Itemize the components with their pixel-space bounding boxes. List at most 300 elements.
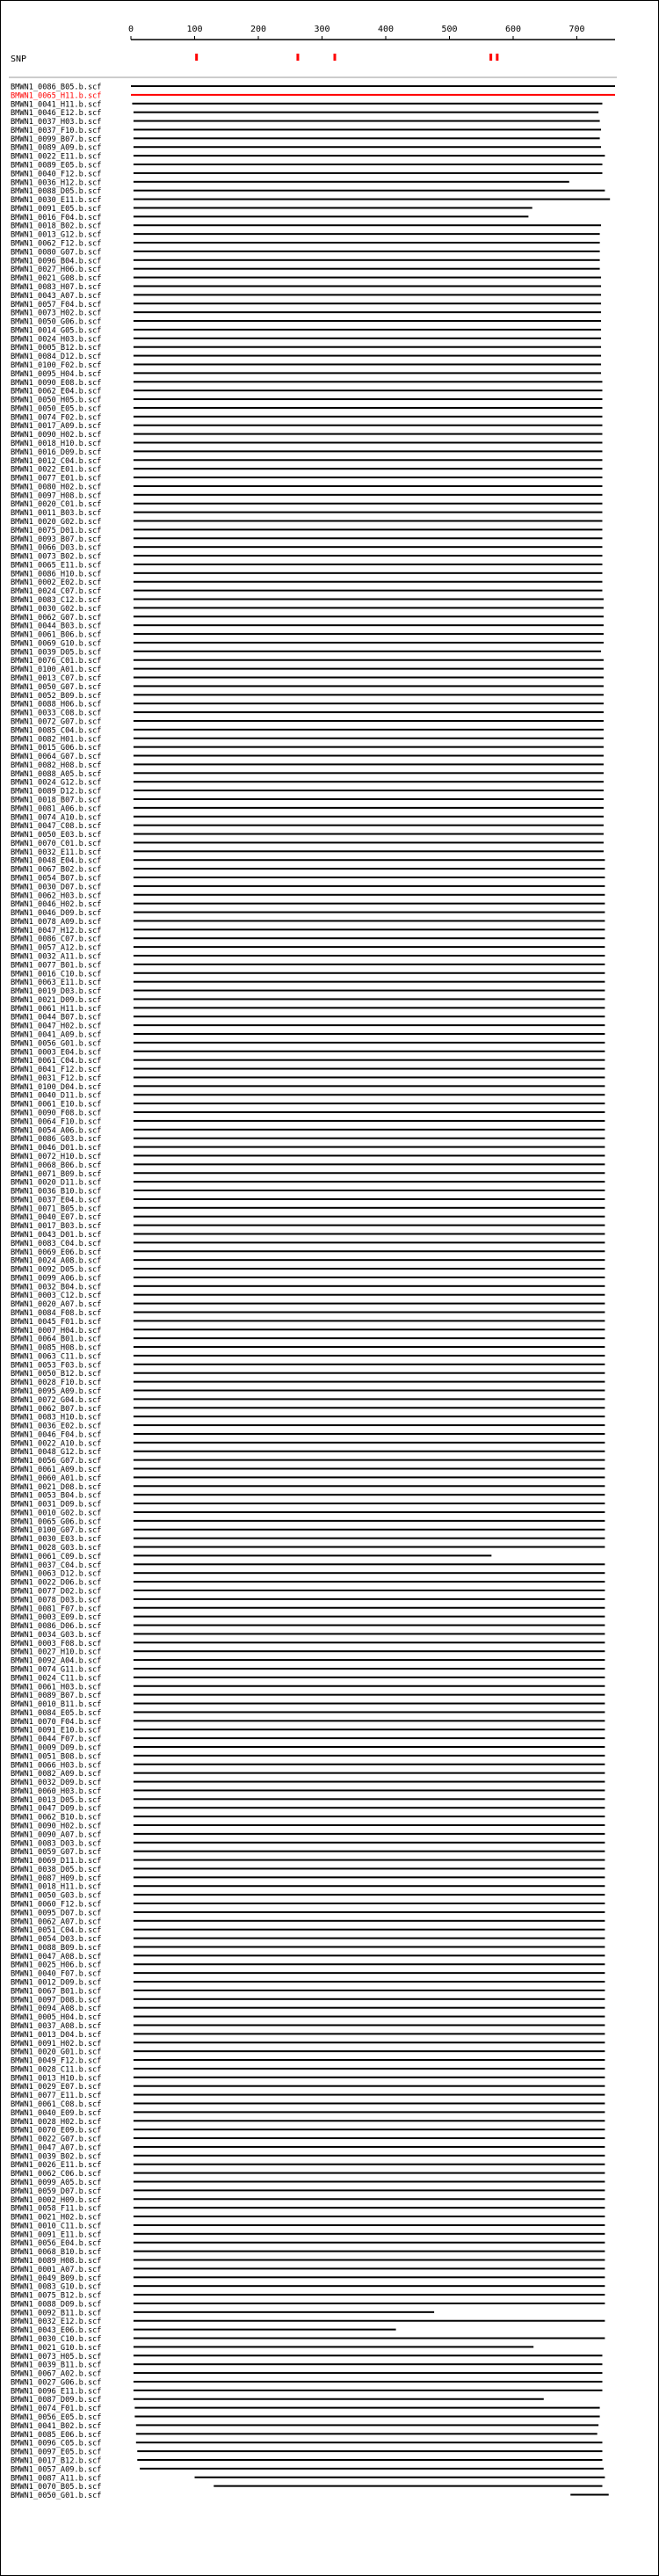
read-label: BMWN1_0067_B02.b.scf: [11, 865, 102, 875]
read-bar: [134, 2024, 605, 2026]
read-label: BMWN1_0080_H02.b.scf: [11, 483, 102, 492]
read-bar: [136, 2433, 597, 2434]
read-bar: [134, 233, 600, 235]
read-label: BMWN1_0039_B11.b.scf: [11, 2361, 102, 2370]
read-label: BMWN1_0075_D01.b.scf: [11, 526, 102, 535]
read-label: BMWN1_0050_G07.b.scf: [11, 682, 102, 692]
read-label: BMWN1_0024_G12.b.scf: [11, 778, 102, 788]
read-label: BMWN1_0030_D07.b.scf: [11, 883, 102, 892]
read-bar: [134, 2155, 605, 2157]
read-bar: [134, 2276, 605, 2278]
read-label: BMWN1_0044_F07.b.scf: [11, 1735, 102, 1744]
read-label: BMWN1_0039_D05.b.scf: [11, 648, 102, 658]
read-bar: [134, 798, 604, 800]
read-label: BMWN1_0061_C08.b.scf: [11, 2099, 102, 2109]
read-bar: [134, 1433, 605, 1435]
read-bar: [134, 1737, 605, 1739]
read-bar: [134, 1633, 605, 1634]
read-bar: [134, 1511, 605, 1513]
read-label: BMWN1_0022_G07.b.scf: [11, 2135, 102, 2144]
read-bar: [134, 215, 529, 217]
read-bar: [134, 1876, 605, 1878]
read-bar: [134, 1398, 605, 1400]
read-label: BMWN1_0092_A04.b.scf: [11, 1656, 102, 1666]
read-bar: [134, 2180, 605, 2182]
read-label: BMWN1_0060_H03.b.scf: [11, 1786, 102, 1796]
read-label: BMWN1_0016_D09.b.scf: [11, 448, 102, 457]
read-bar: [134, 651, 601, 652]
read-bar: [134, 1711, 605, 1713]
axis-tick-label: 400: [377, 25, 395, 34]
read-label: BMWN1_0072_G04.b.scf: [11, 1395, 102, 1405]
read-label: BMWN1_0085_E06.b.scf: [11, 2430, 102, 2440]
read-label: BMWN1_0060_A01.b.scf: [11, 1474, 102, 1483]
read-label: BMWN1_0026_E11.b.scf: [11, 2161, 102, 2171]
read-bar: [134, 2338, 605, 2340]
read-label: BMWN1_0015_G06.b.scf: [11, 744, 102, 753]
read-label: BMWN1_0060_F12.b.scf: [11, 1900, 102, 1910]
read-label: BMWN1_0066_H03.b.scf: [11, 1761, 102, 1771]
read-label: BMWN1_0083_C04.b.scf: [11, 1239, 102, 1248]
read-bar: [134, 1789, 605, 1791]
read-label: BMWN1_0036_B10.b.scf: [11, 1187, 102, 1197]
read-label: BMWN1_0020_D11.b.scf: [11, 1178, 102, 1188]
read-label: BMWN1_0021_H02.b.scf: [11, 2213, 102, 2223]
read-label: BMWN1_0050_H05.b.scf: [11, 396, 102, 405]
read-label: BMWN1_0064_G07.b.scf: [11, 753, 102, 762]
read-bar: [134, 2094, 605, 2096]
read-label: BMWN1_0010_C11.b.scf: [11, 2222, 102, 2231]
read-label: BMWN1_0032_E12.b.scf: [11, 2318, 102, 2327]
read-bar: [134, 964, 605, 965]
read-label: BMWN1_0041_B02.b.scf: [11, 2421, 102, 2431]
read-bar: [134, 1641, 605, 1643]
read-bar: [134, 1981, 605, 1983]
read-label: BMWN1_0087_A11.b.scf: [11, 2474, 102, 2484]
read-bar: [134, 781, 604, 782]
read-bar: [134, 694, 604, 695]
axis-tick-label: 200: [250, 25, 267, 34]
read-label: BMWN1_0047_D09.b.scf: [11, 1804, 102, 1814]
read-bar: [134, 2216, 605, 2217]
read-bar: [140, 2468, 604, 2470]
read-bar: [134, 1520, 605, 1522]
read-label: BMWN1_0050_G01.b.scf: [11, 2492, 102, 2501]
read-label: BMWN1_0096_C05.b.scf: [11, 2439, 102, 2449]
read-label: BMWN1_0005_H04.b.scf: [11, 2013, 102, 2023]
read-bar: [134, 1207, 605, 1209]
read-label: BMWN1_0099_A05.b.scf: [11, 2178, 102, 2187]
read-bar: [134, 1146, 605, 1148]
read-label: BMWN1_0067_A02.b.scf: [11, 2369, 102, 2379]
read-label: BMWN1_0038_D05.b.scf: [11, 1865, 102, 1874]
read-bar: [134, 1285, 605, 1287]
read-label: BMWN1_0083_G10.b.scf: [11, 2282, 102, 2292]
read-label: BMWN1_0091_E11.b.scf: [11, 2230, 102, 2240]
read-label: BMWN1_0018_B02.b.scf: [11, 222, 102, 231]
read-label: BMWN1_0044_B03.b.scf: [11, 622, 102, 631]
read-bar: [134, 1076, 605, 1078]
read-bar: [134, 2059, 605, 2061]
read-label: BMWN1_0047_H12.b.scf: [11, 926, 102, 935]
read-label: BMWN1_0086_C07.b.scf: [11, 935, 102, 944]
read-label: BMWN1_0065_H11.b.scf: [11, 91, 102, 101]
read-label: BMWN1_0046_E12.b.scf: [11, 109, 102, 119]
read-bar: [134, 2198, 605, 2200]
read-label: BMWN1_0028_G03.b.scf: [11, 1544, 102, 1554]
read-label: BMWN1_0029_E07.b.scf: [11, 2083, 102, 2092]
read-bar: [134, 1459, 605, 1461]
read-label: BMWN1_0046_D09.b.scf: [11, 909, 102, 919]
read-label: BMWN1_0091_E05.b.scf: [11, 204, 102, 214]
read-label: BMWN1_0009_D09.b.scf: [11, 1743, 102, 1753]
read-label: BMWN1_0084_F08.b.scf: [11, 1308, 102, 1318]
read-bar: [134, 2137, 605, 2139]
read-label: BMWN1_0056_E04.b.scf: [11, 2239, 102, 2249]
read-bar: [134, 1364, 605, 1365]
read-bar: [134, 1772, 605, 1774]
read-label: BMWN1_0032_B04.b.scf: [11, 1283, 102, 1292]
read-bar: [134, 1129, 605, 1131]
read-label: BMWN1_0010_G02.b.scf: [11, 1509, 102, 1518]
read-label: BMWN1_0061_E10.b.scf: [11, 1100, 102, 1110]
read-label: BMWN1_0051_C04.b.scf: [11, 1926, 102, 1936]
read-bar: [134, 1068, 605, 1070]
read-label: BMWN1_0063_E11.b.scf: [11, 979, 102, 988]
read-label: BMWN1_0022_D06.b.scf: [11, 1578, 102, 1588]
read-label: BMWN1_0024_A08.b.scf: [11, 1256, 102, 1266]
read-label: BMWN1_0054_A06.b.scf: [11, 1126, 102, 1136]
read-label: BMWN1_0097_D08.b.scf: [11, 1996, 102, 2005]
read-label: BMWN1_0064_B01.b.scf: [11, 1335, 102, 1344]
read-bar: [134, 1311, 605, 1313]
read-label: BMWN1_0003_E04.b.scf: [11, 1048, 102, 1058]
read-bar: [134, 494, 603, 496]
read-bar: [134, 155, 605, 156]
read-label: BMWN1_0054_D03.b.scf: [11, 1935, 102, 1945]
read-label: BMWN1_0051_B08.b.scf: [11, 1752, 102, 1762]
read-bar: [134, 1824, 605, 1826]
read-bar: [134, 1816, 605, 1817]
read-label: BMWN1_0012_C04.b.scf: [11, 456, 102, 466]
read-bar: [134, 137, 600, 139]
read-label: BMWN1_0063_D12.b.scf: [11, 1569, 102, 1579]
read-label: BMWN1_0047_H02.b.scf: [11, 1022, 102, 1031]
read-label: BMWN1_0085_C04.b.scf: [11, 726, 102, 736]
read-bar: [134, 1303, 605, 1305]
read-bar: [134, 528, 603, 530]
read-bar: [134, 172, 603, 174]
read-label: BMWN1_0041_A09.b.scf: [11, 1030, 102, 1040]
read-bar: [134, 2016, 605, 2018]
read-label: BMWN1_0020_C01.b.scf: [11, 500, 102, 510]
read-bar: [134, 1998, 605, 2000]
read-bar: [134, 659, 604, 661]
read-label: BMWN1_0063_C11.b.scf: [11, 1352, 102, 1362]
read-bar: [134, 1241, 605, 1243]
read-bar: [134, 990, 605, 992]
read-label: BMWN1_0088_D09.b.scf: [11, 2300, 102, 2310]
read-bar: [134, 1859, 605, 1861]
read-label: BMWN1_0037_E04.b.scf: [11, 1196, 102, 1205]
read-label: BMWN1_0049_F12.b.scf: [11, 2056, 102, 2066]
read-label: BMWN1_0041_H11.b.scf: [11, 100, 102, 110]
read-label: BMWN1_0091_H02.b.scf: [11, 2039, 102, 2048]
read-bar: [134, 1677, 605, 1678]
read-bar: [137, 2450, 602, 2452]
read-label: BMWN1_0020_G01.b.scf: [11, 2048, 102, 2057]
snp-marker: [489, 54, 492, 61]
read-bar: [134, 277, 601, 279]
read-bar: [134, 2251, 605, 2252]
read-label: BMWN1_0031_F12.b.scf: [11, 1073, 102, 1083]
read-label: BMWN1_0082_H01.b.scf: [11, 735, 102, 745]
read-bar: [214, 2485, 602, 2487]
read-bar: [134, 1024, 605, 1026]
read-bar: [134, 112, 598, 113]
read-bar: [134, 1625, 605, 1626]
read-bar: [134, 2085, 605, 2087]
read-bar: [134, 503, 603, 505]
read-label: BMWN1_0077_E01.b.scf: [11, 474, 102, 484]
read-bar: [134, 2346, 533, 2347]
read-bar: [134, 1842, 605, 1844]
read-bar: [134, 1259, 605, 1261]
axis-tick-label: 100: [186, 25, 203, 34]
read-bar: [134, 1138, 605, 1139]
read-label: BMWN1_0093_B07.b.scf: [11, 535, 102, 544]
read-bar: [134, 2398, 544, 2400]
read-bar: [134, 2164, 605, 2165]
read-label: BMWN1_0090_A07.b.scf: [11, 1830, 102, 1840]
read-bar: [134, 572, 603, 574]
read-label: BMWN1_0021_D09.b.scf: [11, 995, 102, 1005]
read-bar: [134, 763, 604, 765]
read-label: BMWN1_0017_A09.b.scf: [11, 422, 102, 432]
read-bar: [134, 2285, 605, 2287]
read-bar: [134, 1476, 605, 1478]
read-label: BMWN1_0037_H03.b.scf: [11, 118, 102, 127]
read-bar: [134, 1807, 605, 1808]
read-bar: [134, 311, 601, 313]
read-bar: [134, 2294, 605, 2296]
read-label: BMWN1_0099_B07.b.scf: [11, 135, 102, 144]
read-label: BMWN1_0094_A08.b.scf: [11, 2005, 102, 2014]
read-bar: [134, 2189, 605, 2191]
read-bar: [134, 537, 603, 539]
read-bar: [134, 1607, 605, 1609]
snp-marker: [334, 54, 337, 61]
read-label: BMWN1_0030_E03.b.scf: [11, 1535, 102, 1545]
read-label: BMWN1_0053_F03.b.scf: [11, 1361, 102, 1371]
read-bar: [134, 1703, 605, 1705]
snp-marker: [296, 54, 299, 61]
read-bar: [134, 955, 605, 957]
read-bar: [134, 981, 605, 983]
read-label: BMWN1_0091_E10.b.scf: [11, 1726, 102, 1736]
read-bar: [134, 1007, 605, 1008]
read-bar: [134, 1381, 605, 1383]
read-bar: [134, 564, 603, 565]
read-bar: [134, 128, 601, 130]
read-label: BMWN1_0062_B10.b.scf: [11, 1813, 102, 1823]
read-bar: [134, 642, 604, 644]
read-bar: [134, 199, 610, 200]
read-label: BMWN1_0033_C08.b.scf: [11, 709, 102, 718]
read-label: BMWN1_0097_H08.b.scf: [11, 491, 102, 501]
read-bar: [134, 320, 601, 322]
read-bar: [134, 181, 569, 183]
read-bar: [134, 685, 604, 687]
read-label: BMWN1_0086_G03.b.scf: [11, 1135, 102, 1145]
read-label: BMWN1_0059_G07.b.scf: [11, 1848, 102, 1858]
read-bar: [134, 363, 601, 365]
read-label: BMWN1_0089_E05.b.scf: [11, 161, 102, 171]
read-label: BMWN1_0090_F08.b.scf: [11, 1109, 102, 1118]
read-label: BMWN1_0018_H10.b.scf: [11, 439, 102, 448]
read-bar: [134, 1546, 605, 1548]
read-bar: [134, 1538, 605, 1539]
read-label: BMWN1_0032_E11.b.scf: [11, 848, 102, 857]
read-bar: [134, 1581, 605, 1583]
read-bar: [134, 807, 604, 809]
read-label: BMWN1_0062_H03.b.scf: [11, 891, 102, 901]
read-bar: [134, 329, 601, 331]
read-bar: [134, 1277, 605, 1278]
read-bar: [134, 381, 603, 382]
read-bar: [134, 520, 603, 522]
read-label: BMWN1_0017_B12.b.scf: [11, 2456, 102, 2466]
read-bar: [134, 1755, 605, 1757]
read-bar: [134, 624, 604, 626]
read-label: BMWN1_0027_H06.b.scf: [11, 266, 102, 275]
read-bar: [134, 1781, 605, 1783]
read-label: BMWN1_0088_H06.b.scf: [11, 700, 102, 709]
read-label: BMWN1_0047_A07.b.scf: [11, 2143, 102, 2153]
read-label: BMWN1_0030_E11.b.scf: [11, 196, 102, 206]
read-label: BMWN1_0064_F10.b.scf: [11, 1117, 102, 1127]
read-label: BMWN1_0083_C12.b.scf: [11, 596, 102, 606]
read-bar: [134, 903, 605, 905]
read-label: BMWN1_0046_H02.b.scf: [11, 900, 102, 910]
read-label: BMWN1_0069_D11.b.scf: [11, 1857, 102, 1867]
read-label: BMWN1_0022_E11.b.scf: [11, 152, 102, 162]
read-label: BMWN1_0086_B05.b.scf: [11, 83, 102, 92]
read-bar: [134, 1616, 605, 1618]
axis-tick-label: 700: [568, 25, 585, 34]
read-bar: [134, 885, 605, 887]
read-label: BMWN1_0032_D09.b.scf: [11, 1779, 102, 1788]
axis-tick-label: 600: [504, 25, 522, 34]
read-label: BMWN1_0024_H03.b.scf: [11, 335, 102, 345]
read-label: BMWN1_0027_G06.b.scf: [11, 2378, 102, 2388]
read-bar: [134, 2224, 605, 2226]
read-bar: [134, 1250, 605, 1252]
read-label: BMWN1_0061_A09.b.scf: [11, 1466, 102, 1475]
read-label: BMWN1_0013_G12.b.scf: [11, 230, 102, 240]
read-bar: [134, 2007, 605, 2009]
read-bar: [134, 2172, 605, 2174]
read-label: BMWN1_0007_H04.b.scf: [11, 1326, 102, 1335]
read-bar: [134, 937, 605, 939]
read-label: BMWN1_0088_B09.b.scf: [11, 1943, 102, 1953]
read-label: BMWN1_0037_C04.b.scf: [11, 1561, 102, 1570]
read-label: BMWN1_0034_G03.b.scf: [11, 1630, 102, 1640]
read-bar: [134, 1346, 605, 1348]
read-bar: [134, 1554, 491, 1556]
read-label: BMWN1_0074_F01.b.scf: [11, 2405, 102, 2414]
read-bar: [134, 1225, 605, 1226]
read-label: BMWN1_0043_E06.b.scf: [11, 2326, 102, 2336]
read-bar: [134, 946, 605, 948]
read-label: BMWN1_0003_C12.b.scf: [11, 1292, 102, 1301]
read-label: BMWN1_0083_H10.b.scf: [11, 1413, 102, 1423]
read-label: BMWN1_0089_A09.b.scf: [11, 143, 102, 153]
read-label: BMWN1_0070_C01.b.scf: [11, 839, 102, 848]
read-bar: [134, 2407, 599, 2409]
read-bar: [134, 441, 603, 443]
read-bar: [134, 555, 603, 557]
read-label: BMWN1_0097_E05.b.scf: [11, 2448, 102, 2457]
read-bar: [134, 2041, 605, 2043]
read-bar: [134, 398, 603, 400]
read-label: BMWN1_0095_H04.b.scf: [11, 369, 102, 379]
read-bar: [134, 755, 604, 757]
read-bar: [134, 372, 601, 374]
read-label: BMWN1_0048_E04.b.scf: [11, 856, 102, 866]
read-label: BMWN1_0020_A07.b.scf: [11, 1300, 102, 1310]
read-label: BMWN1_0047_A08.b.scf: [11, 1952, 102, 1961]
read-label: BMWN1_0061_B06.b.scf: [11, 630, 102, 640]
read-label: BMWN1_0012_D09.b.scf: [11, 1978, 102, 1988]
read-label: BMWN1_0069_G10.b.scf: [11, 639, 102, 649]
read-label: BMWN1_0056_G01.b.scf: [11, 1039, 102, 1049]
read-label: BMWN1_0013_H10.b.scf: [11, 2074, 102, 2084]
read-bar: [134, 1963, 605, 1965]
read-bar: [134, 590, 603, 592]
read-bar: [134, 2077, 605, 2078]
read-bar: [134, 877, 605, 878]
read-label: BMWN1_0025_H06.b.scf: [11, 1961, 102, 1970]
read-label: BMWN1_0082_A09.b.scf: [11, 1770, 102, 1779]
read-bar: [134, 790, 604, 791]
read-label: BMWN1_0040_E07.b.scf: [11, 1213, 102, 1223]
read-bar: [134, 2242, 605, 2244]
read-bar: [134, 2354, 603, 2356]
read-bar: [134, 1694, 605, 1696]
read-bar: [134, 1163, 605, 1165]
read-bar: [134, 1085, 605, 1087]
read-label: BMWN1_0071_B09.b.scf: [11, 1169, 102, 1179]
read-bar: [134, 729, 604, 731]
read-label: BMWN1_0011_B03.b.scf: [11, 509, 102, 519]
read-bar: [134, 2363, 603, 2365]
read-bar: [134, 1650, 605, 1652]
read-label: BMWN1_0078_A09.b.scf: [11, 917, 102, 927]
read-bar: [134, 1990, 605, 1991]
read-bar: [134, 1929, 605, 1931]
read-label: BMWN1_0070_E09.b.scf: [11, 2126, 102, 2136]
read-bar: [134, 1198, 605, 1200]
read-label: BMWN1_0019_D03.b.scf: [11, 987, 102, 997]
read-bar: [134, 1102, 605, 1104]
read-label: BMWN1_0062_C06.b.scf: [11, 2170, 102, 2179]
read-label: BMWN1_0036_E02.b.scf: [11, 1422, 102, 1431]
read-bar: [134, 2102, 605, 2104]
read-bar: [134, 677, 604, 679]
read-label: BMWN1_0024_C07.b.scf: [11, 587, 102, 597]
read-bar: [134, 190, 605, 192]
